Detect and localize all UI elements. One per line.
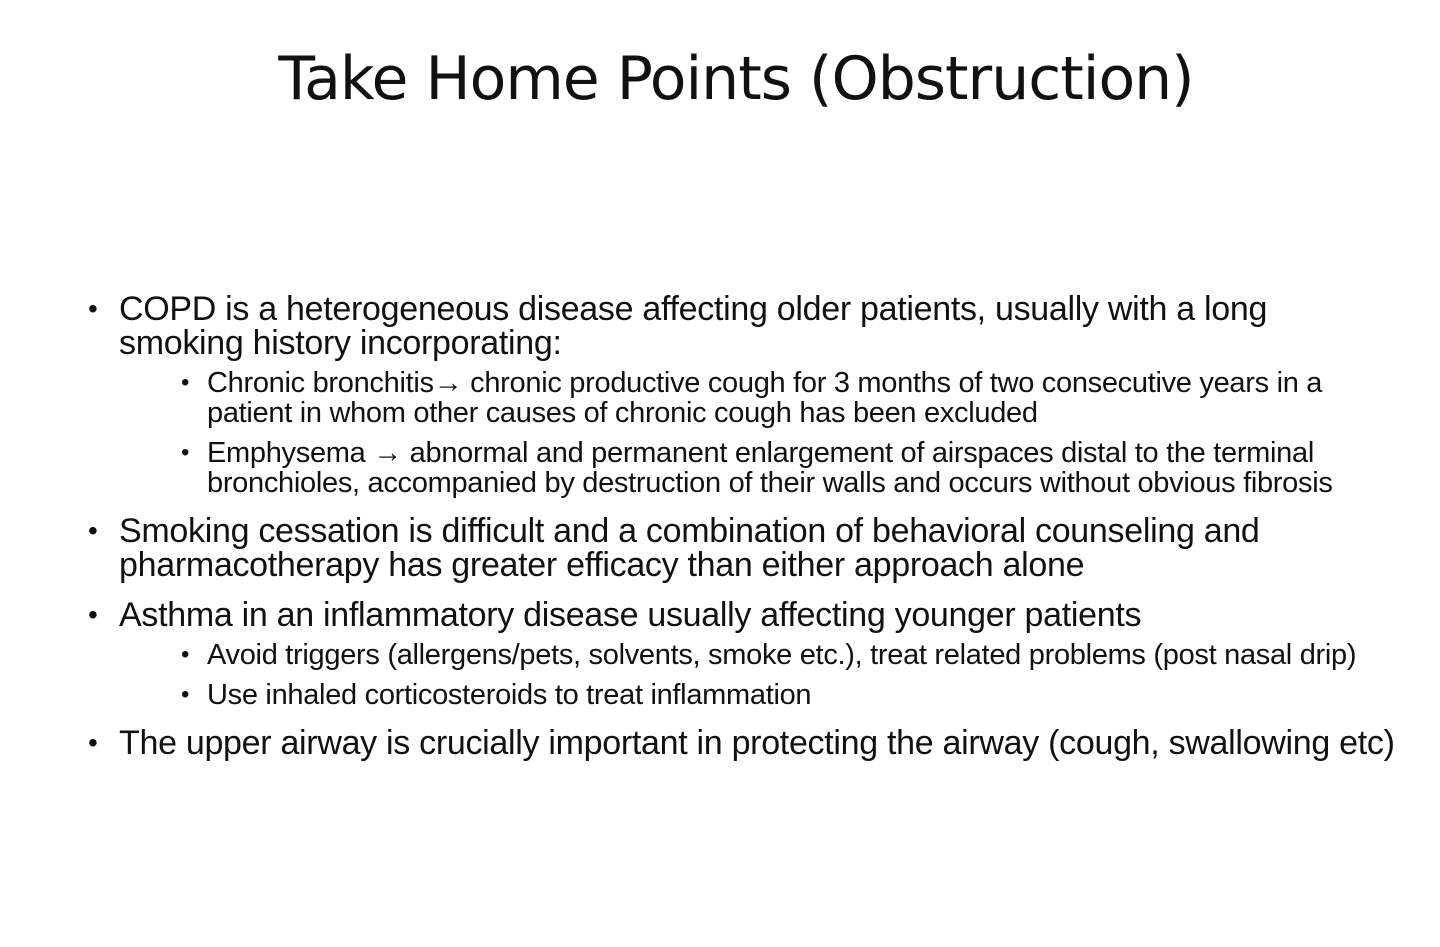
slide-body <box>88 292 1398 776</box>
bullet-smoking-cessation-text: Smoking cessation is difficult and a combination of behavioral counseling and pharmacotherapy has greater efficacy than either approach alone <box>119 512 1260 584</box>
bullet-asthma-text: Asthma in an inflammatory disease usually affecting younger patients <box>119 596 1142 634</box>
bullet-smoking-cessation <box>88 514 1398 582</box>
bullet-copd <box>88 292 1398 498</box>
asthma-sub-list <box>119 640 1398 710</box>
bullet-asthma <box>88 598 1398 710</box>
slide-title: Take Home Points (Obstruction) <box>278 44 1194 114</box>
bullet-upper-airway <box>88 726 1398 760</box>
sub-bullet-inhaled-corticosteroids: • Use inhaled corticosteroids to treat inflammation <box>119 680 1398 710</box>
sub-bullet-chronic-bronchitis: • Chronic bronchitis→ chronic productive cough for 3 months of two consecutive years in a patient in whom other causes of chronic cough has been excluded <box>119 368 1398 428</box>
sub-bullet-avoid-triggers: • Avoid triggers (allergens/pets, solvents, smoke etc.), treat related problems (post nasal drip) <box>119 640 1398 670</box>
bullet-upper-airway-text: The upper airway is crucially important in protecting the airway (cough, swallowing etc) <box>119 724 1395 762</box>
copd-sub-list <box>119 368 1398 498</box>
sub-bullet-emphysema: • Emphysema → abnormal and permanent enlargement of airspaces distal to the terminal bronchioles, accompanied by destruction of their walls and occurs without obvious fibrosis <box>119 438 1398 498</box>
bullet-list <box>88 292 1398 760</box>
bullet-copd-text: COPD is a heterogeneous disease affecting older patients, usually with a long smoking history incorporating: <box>119 290 1268 362</box>
